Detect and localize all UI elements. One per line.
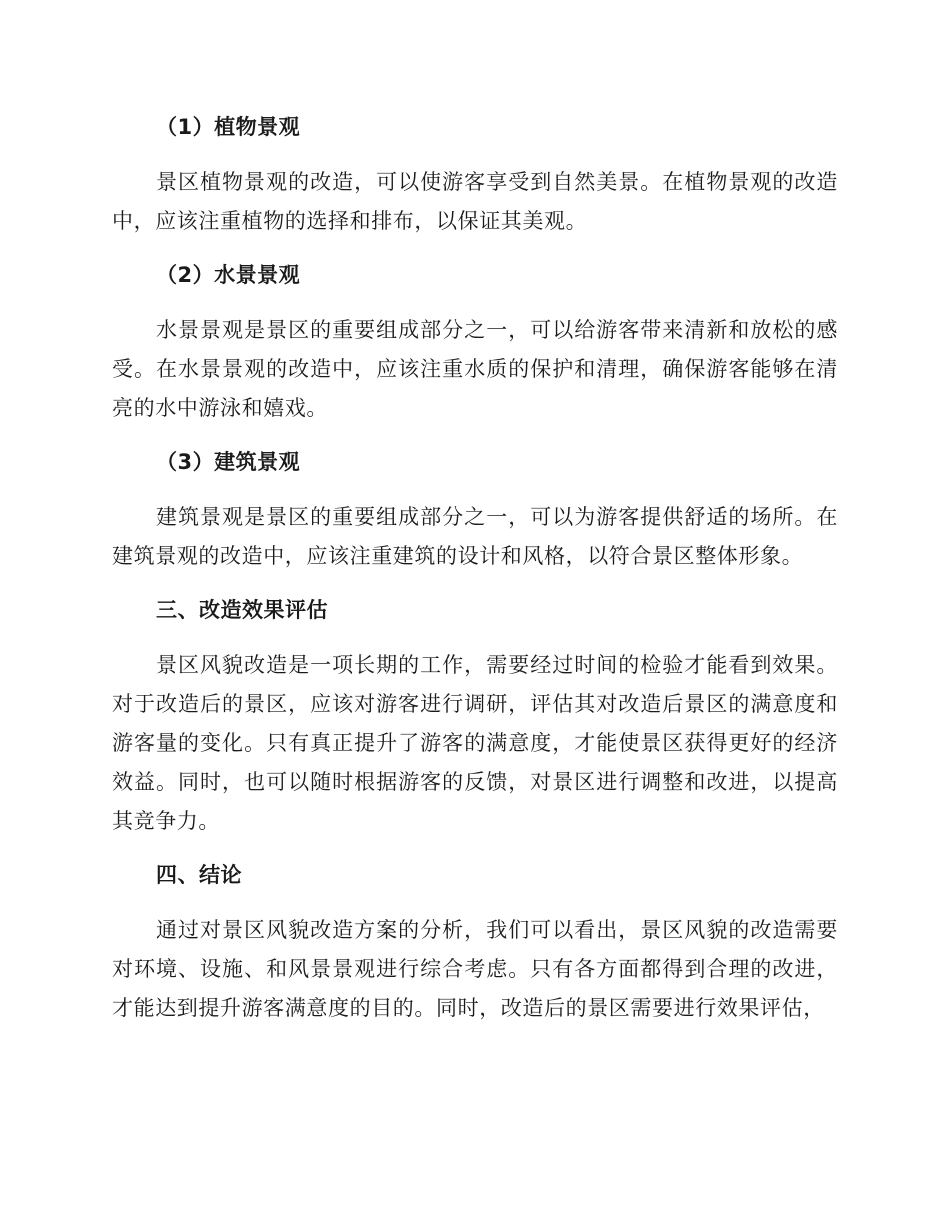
heading-plant-landscape: （1）植物景观 <box>156 115 301 139</box>
paragraph-effect-evaluation: 景区风貌改造是一项长期的工作，需要经过时间的检验才能看到效果。对于改造后的景区，应该对游客进行调研，评估其对改造后景区的满意度和游客量的变化。只有真正提升了游客的满意度，才能使景区获得更好的经济效益。同时，也可以随时根据游客的反馈，对景区进行调整和改进，以提高其竞争力。 <box>112 653 838 833</box>
heading-water-landscape: （2）水景景观 <box>156 263 301 287</box>
heading-conclusion: 四、结论 <box>156 863 242 887</box>
paragraph-water-landscape: 水景景观是景区的重要组成部分之一，可以给游客带来清新和放松的感受。在水景景观的改造中，应该注重水质的保护和清理，确保游客能够在清亮的水中游泳和嬉戏。 <box>112 318 838 420</box>
paragraph-conclusion: 通过对景区风貌改造方案的分析，我们可以看出，景区风貌的改造需要对环境、设施、和风景景观进行综合考虑。只有各方面都得到合理的改进，才能达到提升游客满意度的目的。同时，改造后的景区需要进行效果评估， <box>112 918 838 1020</box>
paragraph-building-landscape: 建筑景观是景区的重要组成部分之一，可以为游客提供舒适的场所。在建筑景观的改造中，应该注重建筑的设计和风格，以符合景区整体形象。 <box>112 505 838 568</box>
paragraph-plant-landscape: 景区植物景观的改造，可以使游客享受到自然美景。在植物景观的改造中，应该注重植物的选择和排布，以保证其美观。 <box>112 170 838 233</box>
heading-effect-evaluation: 三、改造效果评估 <box>156 598 328 622</box>
heading-building-landscape: （3）建筑景观 <box>156 450 301 474</box>
